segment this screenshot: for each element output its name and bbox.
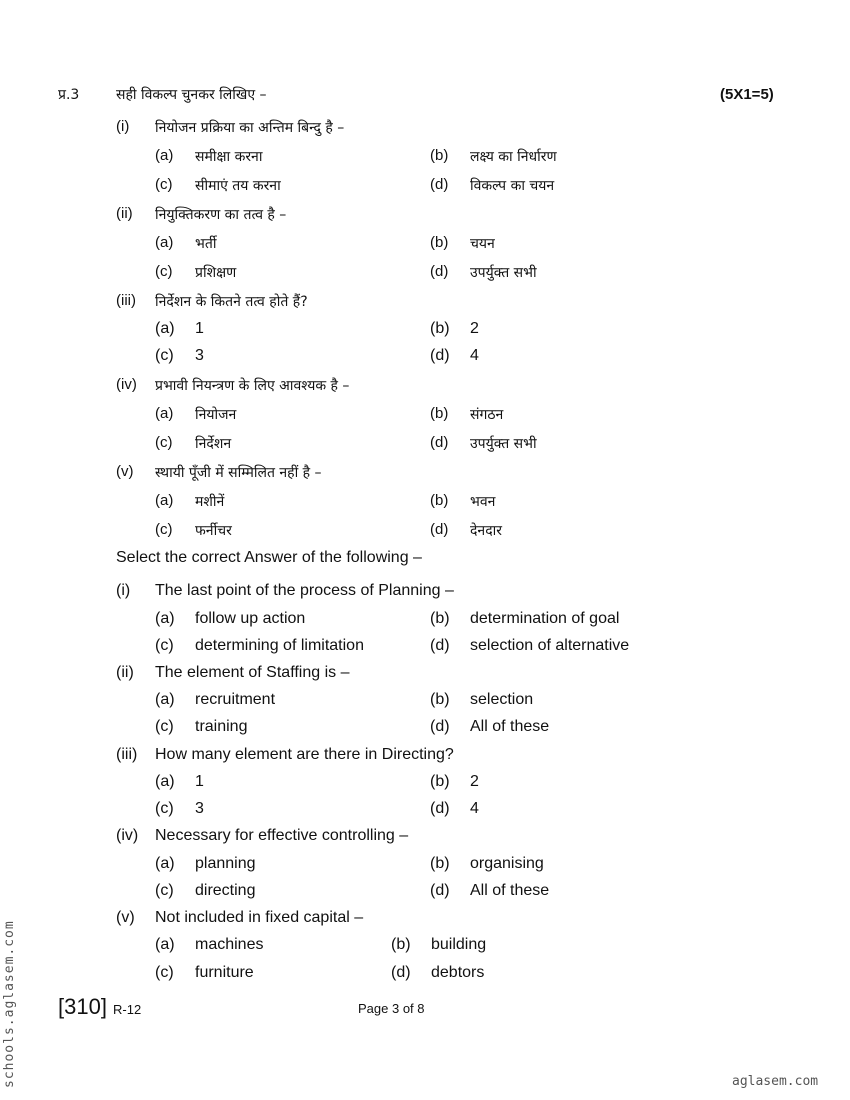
english-heading: Select the correct Answer of the following – <box>116 549 422 566</box>
option-text: मशीनें <box>195 494 225 510</box>
option-text: लक्ष्य का निर्धारण <box>470 149 557 165</box>
option-text: भर्ती <box>195 236 217 252</box>
option-text: follow up action <box>195 610 306 627</box>
option-label: (b) <box>391 936 411 953</box>
option-label: (d) <box>430 718 450 735</box>
option-text: नियोजन <box>195 407 237 423</box>
option-label: (d) <box>430 521 449 538</box>
option-label: (d) <box>430 800 450 817</box>
option-label: (b) <box>430 691 450 708</box>
option-label: (c) <box>155 263 173 280</box>
option-label: (d) <box>430 263 449 280</box>
option-text: 1 <box>195 773 204 790</box>
option-label: (d) <box>430 882 450 899</box>
option-label: (b) <box>430 492 449 509</box>
option-text: सीमाएं तय करना <box>195 178 281 194</box>
question-text: The element of Staffing is – <box>155 664 350 681</box>
question-num: (v) <box>116 463 134 480</box>
option-label: (c) <box>155 637 174 654</box>
option-text: उपर्युक्त सभी <box>470 436 537 452</box>
question-text: Necessary for effective controlling – <box>155 827 409 844</box>
option-text: विकल्प का चयन <box>470 178 555 194</box>
option-label: (c) <box>155 347 174 364</box>
option-label: (b) <box>430 234 449 251</box>
question-text: नियुक्तिकरण का तत्व है – <box>155 207 287 223</box>
option-text: उपर्युक्त सभी <box>470 265 537 281</box>
option-text: समीक्षा करना <box>195 149 263 165</box>
option-text: furniture <box>195 964 254 981</box>
question-text: निर्देशन के कितने तत्व होते हैं? <box>155 294 308 310</box>
option-text: प्रशिक्षण <box>195 265 237 281</box>
option-label: (c) <box>155 882 174 899</box>
option-label: (a) <box>155 147 174 164</box>
option-label: (a) <box>155 320 175 337</box>
option-label: (a) <box>155 405 174 422</box>
option-label: (d) <box>430 176 449 193</box>
option-text: debtors <box>431 964 485 981</box>
option-text: planning <box>195 855 256 872</box>
option-label: (d) <box>430 637 450 654</box>
option-text: machines <box>195 936 264 953</box>
option-text: फर्नीचर <box>195 523 232 539</box>
option-text: देनदार <box>470 523 502 539</box>
option-text: training <box>195 718 248 735</box>
marks-label: (5X1=5) <box>720 86 774 103</box>
option-label: (a) <box>155 691 175 708</box>
option-label: (a) <box>155 610 175 627</box>
option-label: (c) <box>155 521 173 538</box>
question-text: Not included in fixed capital – <box>155 909 364 926</box>
option-text: All of these <box>470 882 550 899</box>
instruction-hindi: सही विकल्प चुनकर लिखिए – <box>116 87 267 103</box>
option-label: (b) <box>430 773 450 790</box>
question-text: How many element are there in Directing? <box>155 746 454 763</box>
option-text: selection of alternative <box>470 637 630 654</box>
option-label: (b) <box>430 320 450 337</box>
option-label: (c) <box>155 964 174 981</box>
option-label: (c) <box>155 718 174 735</box>
option-label: (a) <box>155 492 174 509</box>
question-text: नियोजन प्रक्रिया का अन्तिम बिन्दु है – <box>155 120 345 136</box>
option-text: 4 <box>470 800 479 817</box>
question-text: The last point of the process of Planning – <box>155 582 454 599</box>
option-text: All of these <box>470 718 550 735</box>
question-num: (ii) <box>116 664 134 681</box>
question-num: (v) <box>116 909 135 926</box>
question-number: प्र.3 <box>58 87 80 103</box>
option-label: (b) <box>430 855 450 872</box>
option-text: organising <box>470 855 544 872</box>
option-text: 4 <box>470 347 479 364</box>
option-text: निर्देशन <box>195 436 232 452</box>
option-text: 1 <box>195 320 204 337</box>
option-label: (c) <box>155 434 173 451</box>
paper-code: [310] <box>58 994 107 1019</box>
option-text: 2 <box>470 320 479 337</box>
option-text: building <box>431 936 487 953</box>
option-label: (d) <box>430 347 450 364</box>
page-number: Page 3 of 8 <box>358 1001 425 1016</box>
option-text: determination of goal <box>470 610 620 627</box>
question-num: (i) <box>116 582 131 599</box>
option-text: चयन <box>470 236 495 252</box>
question-num: (iii) <box>116 292 136 309</box>
question-num: (iv) <box>116 827 139 844</box>
option-text: selection <box>470 691 534 708</box>
side-watermark: schools.aglasem.com <box>2 920 17 1088</box>
option-label: (a) <box>155 855 175 872</box>
option-label: (b) <box>430 147 449 164</box>
option-text: 2 <box>470 773 479 790</box>
question-num: (iv) <box>116 376 137 393</box>
option-label: (d) <box>391 964 411 981</box>
option-label: (a) <box>155 773 175 790</box>
option-label: (a) <box>155 936 175 953</box>
option-label: (a) <box>155 234 174 251</box>
option-text: संगठन <box>470 407 504 423</box>
question-num: (ii) <box>116 205 133 222</box>
option-text: भवन <box>470 494 496 510</box>
option-text: 3 <box>195 800 204 817</box>
question-num: (i) <box>116 118 130 135</box>
option-text: recruitment <box>195 691 276 708</box>
option-text: determining of limitation <box>195 637 364 654</box>
option-label: (c) <box>155 176 173 193</box>
corner-watermark: aglasem.com <box>732 1074 819 1089</box>
option-label: (c) <box>155 800 174 817</box>
question-text: प्रभावी नियन्त्रण के लिए आवश्यक है – <box>155 378 350 394</box>
option-label: (b) <box>430 405 449 422</box>
option-label: (b) <box>430 610 450 627</box>
question-text: स्थायी पूँजी में सम्मिलित नहीं है – <box>155 465 322 481</box>
option-text: 3 <box>195 347 204 364</box>
question-num: (iii) <box>116 746 138 763</box>
option-label: (d) <box>430 434 449 451</box>
option-text: directing <box>195 882 256 899</box>
paper-series: R-12 <box>113 1002 142 1017</box>
